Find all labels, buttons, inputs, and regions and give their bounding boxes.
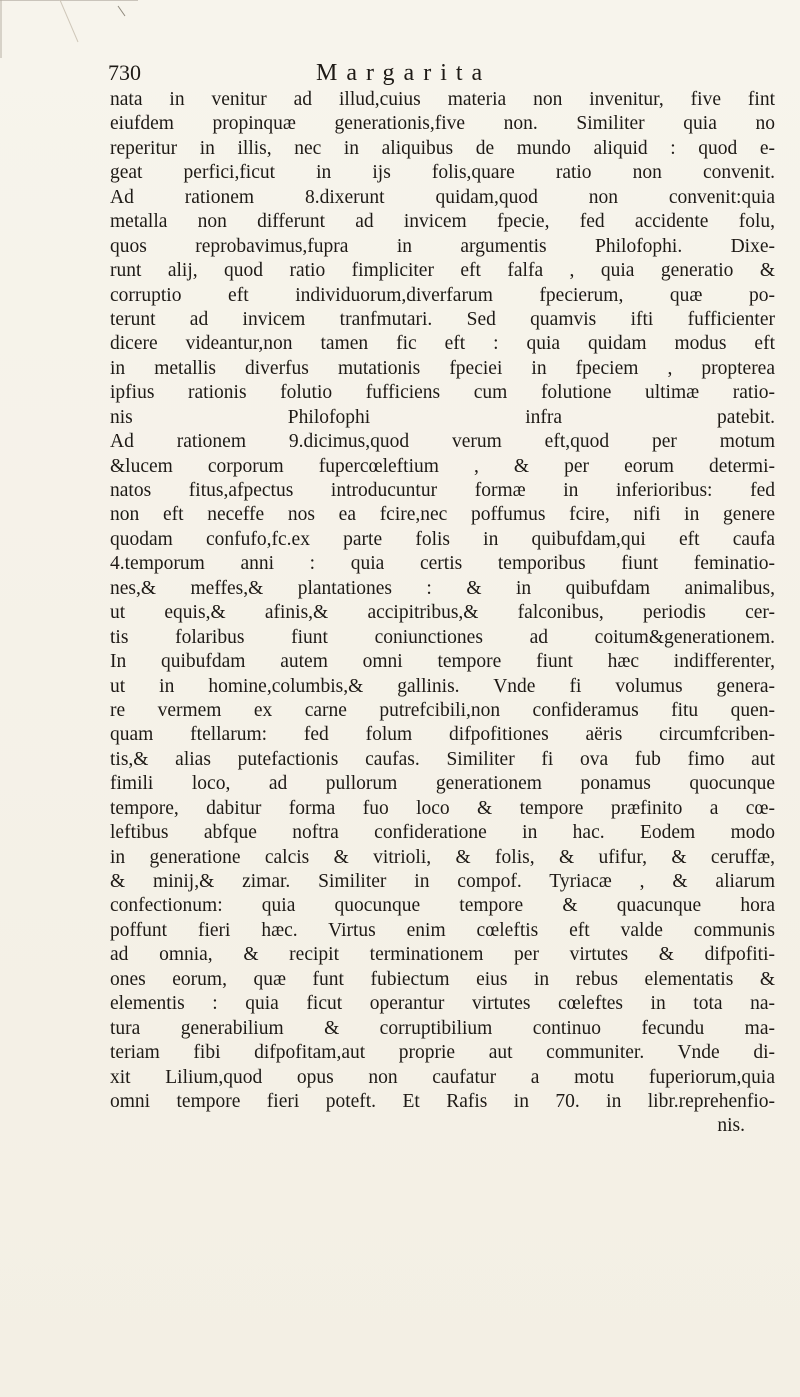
body-text: [110, 88, 775, 1139]
text-line: leftibus abfque noftra confideratione in hac. Eodem modo: [110, 822, 775, 844]
text-line: metalla non differunt ad invicem fpecie, fed accidente folu,: [110, 211, 775, 233]
text-line: fimili loco, ad pullorum generationem ponamus quocunque: [110, 773, 775, 795]
text-line: Ad rationem 8.dixerunt quidam,quod non convenit:quia: [110, 186, 775, 208]
text-line: nis Philofophi infra patebit.: [110, 406, 775, 428]
text-line: 4.temporum anni : quia certis temporibus fiunt feminatio-: [110, 553, 775, 575]
text-line: tis,& alias putefactionis caufas. Similiter fi ova fub fimo aut: [110, 748, 775, 770]
text-line: runt alij, quod ratio fimpliciter eft falfa , quia generatio &: [110, 260, 775, 282]
text-line: tis folaribus fiunt coniunctiones ad coitum&generationem.: [110, 626, 775, 648]
text-line: ones eorum, quæ funt fubiectum eius in rebus elementatis &: [110, 968, 775, 990]
text-line: eiufdem propinquæ generationis,five non. Similiter quia no: [110, 113, 775, 135]
text-line: omni tempore fieri poteft. Et Rafis in 70. in libr.reprehenfio-: [110, 1090, 775, 1112]
text-line: tura generabilium & corruptibilium continuo fecundu ma-: [110, 1017, 775, 1039]
text-line: nes,& meffes,& plantationes : & in quibufdam animalibus,: [110, 577, 775, 599]
text-line: tempore, dabitur forma fuo loco & tempore præfinito a cœ-: [110, 797, 775, 819]
text-line: re vermem ex carne putrefcibili,non confideramus fitu quen-: [110, 699, 775, 721]
text-line: quos reprobavimus,fupra in argumentis Philofophi. Dixe-: [110, 235, 775, 257]
text-line: xit Lilium,quod opus non caufatur a motu fuperiorum,quia: [110, 1066, 775, 1088]
text-line: in metallis diverfus mutationis fpeciei in fpeciem , propterea: [110, 357, 775, 379]
text-line: ut equis,& afinis,& accipitribus,& falconibus, periodis cer-: [110, 602, 775, 624]
text-line: poffunt fieri hæc. Virtus enim cœleftis eft valde communis: [110, 919, 775, 941]
text-line: reperitur in illis, nec in aliquibus de mundo aliquid : quod e-: [110, 137, 775, 159]
text-line: ut in homine,columbis,& gallinis. Vnde fi volumus genera-: [110, 675, 775, 697]
text-line: teriam fibi difpofitam,aut proprie aut communiter. Vnde di-: [110, 1042, 775, 1064]
text-line: ipfius rationis folutio fufficiens cum folutione ultimæ ratio-: [110, 382, 775, 404]
text-line: dicere videantur,non tamen fic eft : quia quidam modus eft: [110, 333, 775, 355]
text-line: &lucem corporum fupercœleftium , & per eorum determi-: [110, 455, 775, 477]
running-title: Margarita: [316, 60, 492, 86]
text-line: & minij,& zimar. Similiter in compof. Tyriacæ , & aliarum: [110, 871, 775, 892]
text-line: ad omnia, & recipit terminationem per virtutes & difpofiti-: [110, 944, 775, 966]
text-line: In quibufdam autem omni tempore fiunt hæc indifferenter,: [110, 651, 775, 673]
page-corner-mark: [0, 0, 140, 60]
text-line: non eft neceffe nos ea fcire,nec poffumus fcire, nifi in genere: [110, 504, 775, 526]
text-line: quodam confufo,fc.ex parte folis in quibufdam,qui eft caufa: [110, 528, 775, 550]
text-line: Ad rationem 9.dicimus,quod verum eft,quod per motum: [110, 431, 775, 453]
text-line: terunt ad invicem tranfmutari. Sed quamvis ifti fufficienter: [110, 308, 775, 330]
text-line: geat perfici,ficut in ijs folis,quare ratio non convenit.: [110, 162, 775, 184]
text-line: quam ftellarum: fed folum difpofitiones aëris circumfcriben-: [110, 724, 775, 746]
text-line: natos fitus,afpectus introducuntur formæ in inferioribus: fed: [110, 480, 775, 501]
text-line-final: nis.: [717, 1115, 745, 1137]
text-line: elementis : quia ficut operantur virtutes cœleftes in tota na-: [110, 993, 775, 1015]
text-line: confectionum: quia quocunque tempore & quacunque hora: [110, 895, 775, 917]
text-line: in generatione calcis & vitrioli, & folis, & ufifur, & ceruffæ,: [110, 846, 775, 868]
text-line: corruptio eft individuorum,diverfarum fpecierum, quæ po-: [110, 284, 775, 306]
page-number: 730: [108, 60, 141, 85]
text-line: nata in venitur ad illud,cuius materia non invenitur, five fint: [110, 89, 775, 110]
